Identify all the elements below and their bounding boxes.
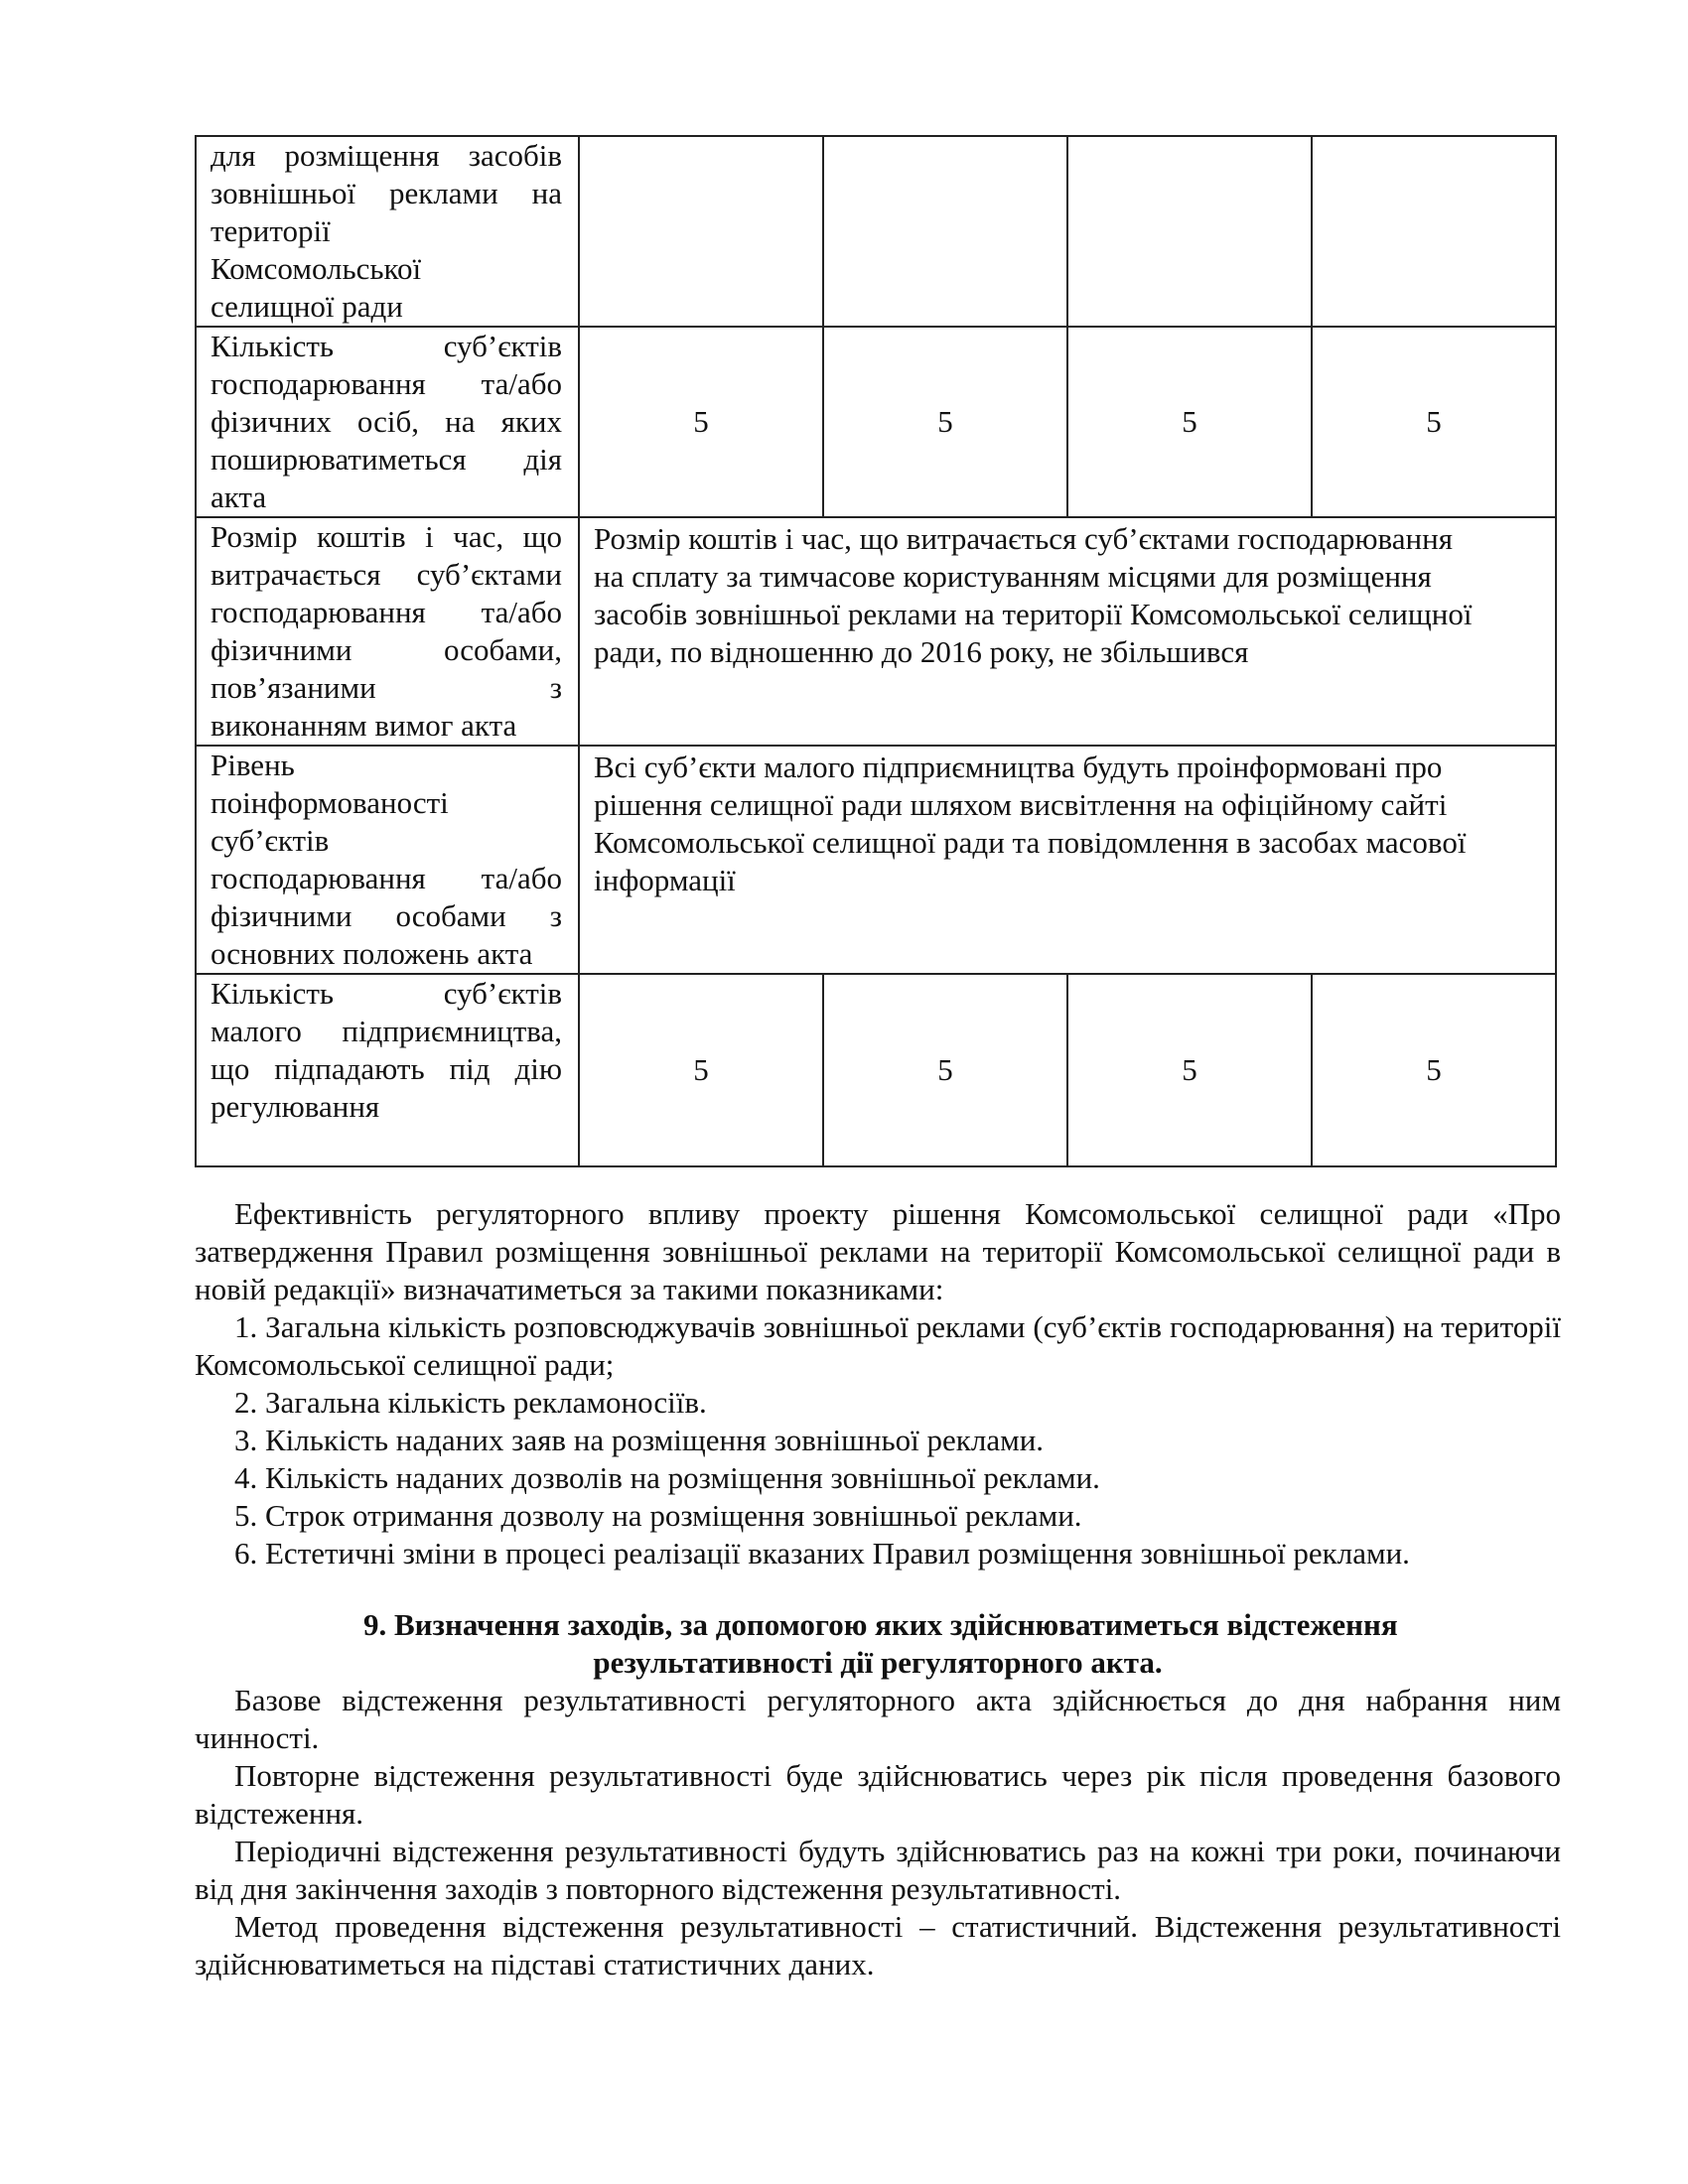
table-row xyxy=(196,517,1556,746)
label-line: витрачається суб’єктами xyxy=(211,557,562,592)
label-line: поширюватиметься дія xyxy=(211,442,562,477)
label-line: суб’єктів xyxy=(211,823,330,858)
intro-paragraph: Ефективність регуляторного впливу проекту рішення Комсомольської селищної ради «Про затвердження Правил розміщення зовнішньої реклами на території Комсомольської селищної ради в новій редакції» визначатиметься за такими показниками: xyxy=(195,1196,1561,1306)
value-cell: 5 xyxy=(1312,974,1556,1166)
effectiveness-section xyxy=(195,1195,1561,1572)
row-label xyxy=(196,136,579,327)
label-line: фізичними особами, xyxy=(211,632,562,667)
label-line: Розмір коштів і час, що xyxy=(211,519,562,554)
row-label xyxy=(196,327,579,517)
section-heading-line: результативності дії регуляторного акта. xyxy=(593,1645,1163,1680)
description-line: Розмір коштів і час, що витрачається суб’єктами господарювання xyxy=(594,521,1453,556)
indicator-item: 4. Кількість наданих дозволів на розміщення зовнішньої реклами. xyxy=(234,1460,1100,1495)
value-cell xyxy=(823,136,1067,327)
label-line: селищної ради xyxy=(211,289,403,324)
value-cell: 5 xyxy=(823,327,1067,517)
table-row xyxy=(196,746,1556,974)
value-cell: 5 xyxy=(1067,327,1312,517)
regulatory-indicators-table xyxy=(195,135,1557,1167)
label-line: виконанням вимог акта xyxy=(211,708,517,743)
row-label xyxy=(196,974,579,1166)
label-line: зовнішньої реклами на xyxy=(211,176,562,210)
label-line: фізичними особами з xyxy=(211,898,562,933)
value-cell: 5 xyxy=(579,327,823,517)
label-line: території xyxy=(211,213,331,248)
indicator-item: 1. Загальна кількість розповсюджувачів зовнішньої реклами (суб’єктів господарювання) на території Комсомольської селищної ради; xyxy=(195,1309,1561,1382)
label-line: Кількість суб’єктів xyxy=(211,329,562,363)
label-line: для розміщення засобів xyxy=(211,138,562,173)
value-cell: 5 xyxy=(579,974,823,1166)
description-line: ради, по відношенню до 2016 року, не збільшився xyxy=(594,634,1249,669)
section-heading xyxy=(195,1606,1561,1682)
merged-description-cell xyxy=(579,517,1556,746)
label-line: що підпадають під дію xyxy=(211,1051,562,1086)
row-label xyxy=(196,746,579,974)
label-line: пов’язаними з xyxy=(211,670,562,705)
description-line: інформації xyxy=(594,863,736,897)
value-cell: 5 xyxy=(1312,327,1556,517)
label-line: фізичних осіб, на яких xyxy=(211,404,562,439)
description-line: рішення селищної ради шляхом висвітлення на офіційному сайті xyxy=(594,787,1448,822)
section-paragraph: Метод проведення відстеження результативності – статистичний. Відстеження результативності здійснюватиметься на підставі статистичних даних. xyxy=(195,1909,1561,1981)
label-line: поінформованості xyxy=(211,785,449,820)
label-line: регулювання xyxy=(211,1089,380,1124)
label-line: основних положень акта xyxy=(211,936,533,971)
table-row xyxy=(196,327,1556,517)
label-line: Кількість суб’єктів xyxy=(211,976,562,1011)
section-paragraph: Базове відстеження результативності регуляторного акта здійснюється до дня набрання ним чинності. xyxy=(195,1683,1561,1755)
indicator-item: 2. Загальна кількість рекламоносіїв. xyxy=(234,1385,707,1420)
description-line: на сплату за тимчасове користуванням місцями для розміщення xyxy=(594,559,1432,594)
table-row xyxy=(196,136,1556,327)
value-cell xyxy=(1067,136,1312,327)
section-paragraph: Повторне відстеження результативності буде здійснюватись через рік після проведення базового відстеження. xyxy=(195,1758,1561,1831)
indicator-item: 3. Кількість наданих заяв на розміщення зовнішньої реклами. xyxy=(234,1423,1045,1457)
section-heading-line: 9. Визначення заходів, за допомогою яких здійснюватиметься відстеження xyxy=(363,1607,1398,1642)
label-line: акта xyxy=(211,479,267,514)
table-row xyxy=(196,974,1556,1166)
merged-description-cell xyxy=(579,746,1556,974)
indicator-item: 6. Естетичні зміни в процесі реалізації вказаних Правил розміщення зовнішньої реклами. xyxy=(234,1536,1410,1570)
label-line: господарювання та/або xyxy=(211,595,562,629)
row-label xyxy=(196,517,579,746)
label-line: Комсомольської xyxy=(211,251,422,286)
indicator-table-container xyxy=(195,135,1555,1167)
section-9 xyxy=(195,1606,1561,1983)
description-line: Комсомольської селищної ради та повідомлення в засобах масової xyxy=(594,825,1467,860)
value-cell: 5 xyxy=(823,974,1067,1166)
value-cell xyxy=(579,136,823,327)
value-cell: 5 xyxy=(1067,974,1312,1166)
value-cell xyxy=(1312,136,1556,327)
indicator-item: 5. Строк отримання дозволу на розміщення зовнішньої реклами. xyxy=(234,1498,1082,1533)
label-line: Рівень xyxy=(211,748,295,782)
section-paragraph: Періодичні відстеження результативності будуть здійснюватись раз на кожні три роки, починаючи від дня закінчення заходів з повторного відстеження результативності. xyxy=(195,1834,1561,1906)
label-line: господарювання та/або xyxy=(211,366,562,401)
label-line: малого підприємництва, xyxy=(211,1014,562,1048)
description-line: Всі суб’єкти малого підприємництва будуть проінформовані про xyxy=(594,750,1443,784)
description-line: засобів зовнішньої реклами на території Комсомольської селищної xyxy=(594,597,1473,631)
label-line: господарювання та/або xyxy=(211,861,562,895)
